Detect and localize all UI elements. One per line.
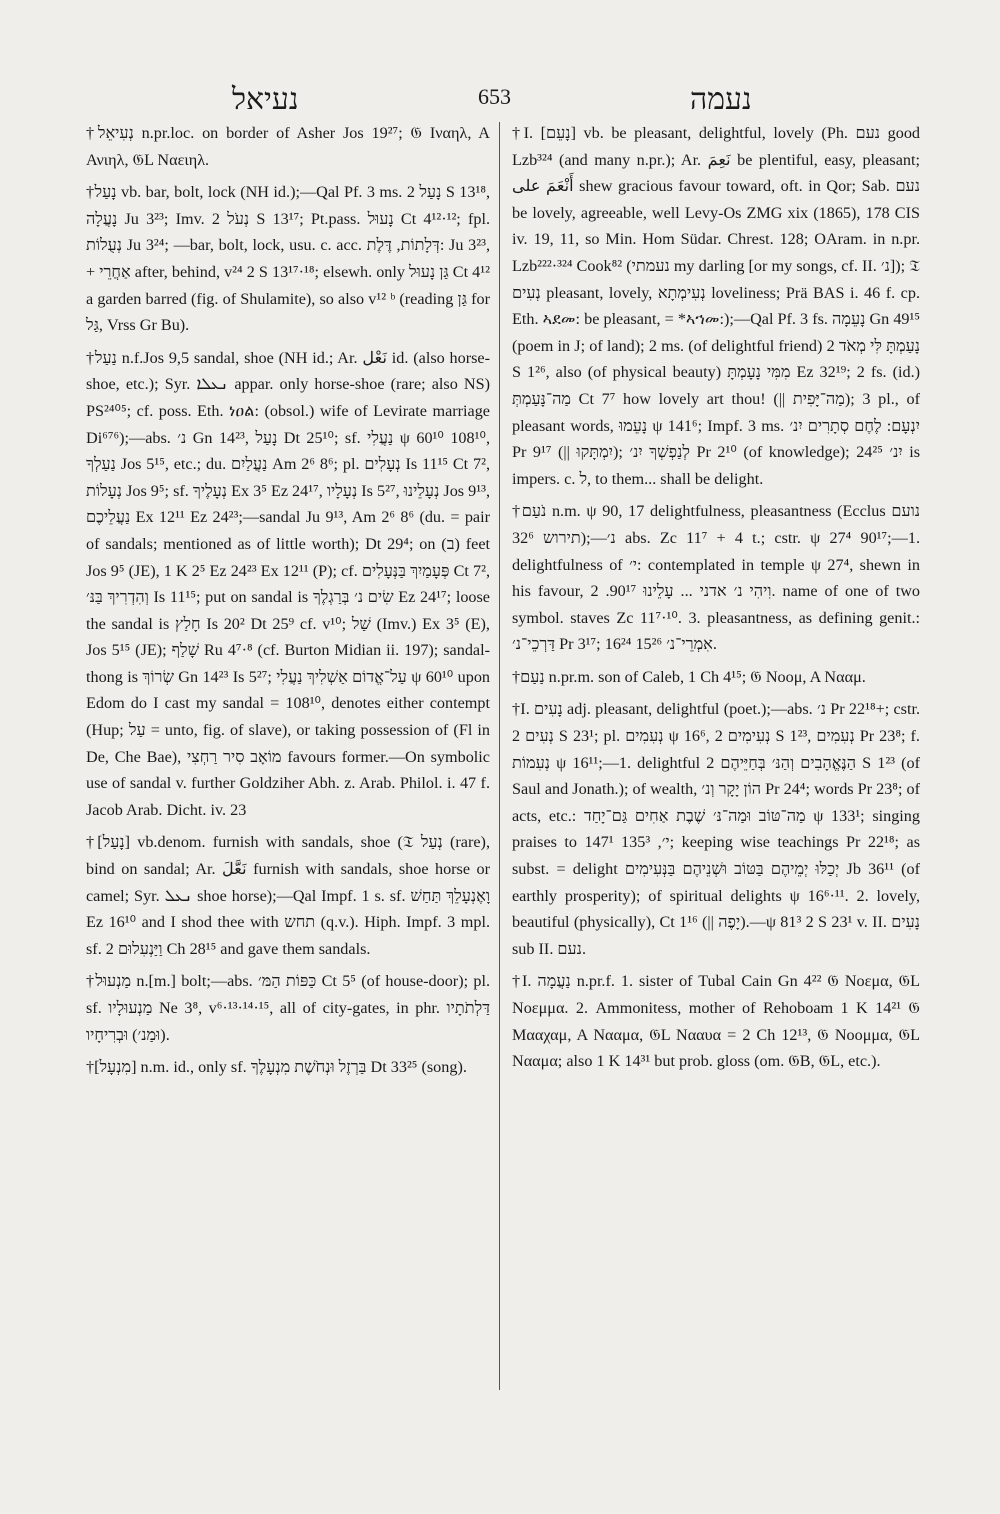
entry-manul: †מַנְעוּל n.[m.] bolt;—abs. כַּפּוֹת הַמּ׳ Ct 5⁵ (of house-door); pl. sf. מַנְעוּלָיו Ne 3⁸, v⁶·¹³·¹⁴·¹⁵, all of city-gates, in phr. דַּלְתֹתָיו (וּמַנ׳) וּבְרִיחָיו. <box>86 972 491 1044</box>
entry-naal-denom: †[נָעַל] vb.denom. furnish with sandals, shoe (𝔗 נְעַל (rare), bind on sandal; Ar. نَعَّلَ furnish with sandals, shoe horse or camel; Syr. ܢܥܠ shoe horse);—Qal Impf. 1 s. sf. וָאֶנְעָלֵךְ תַּחַשׁ Ez 16¹⁰ and I shod thee with תחש (q.v.). Hiph. Impf. 3 mpl. sf. וַיַּנְעִלוּם 2 Ch 28¹⁵ and gave them sandals. <box>86 833 491 958</box>
header-right-word: נעמה <box>690 82 752 117</box>
right-column <box>512 120 920 1081</box>
left-column <box>86 120 490 1087</box>
entry-minal: †[מִנְעָל] n.m. id., only sf. בַּרְזֶל וּנְחֹשֶׁת מִנְעָלֶךָ Dt 33²⁵ (song). <box>86 1058 467 1077</box>
entry-naal-sandal: †נַעַל n.f.Jos 9,5 sandal, shoe (NH id.; Ar. نَعْل id. (also horse-shoe, etc.); Syr. ܢܥܠܐ appar. only horse-shoe (rare; also NS) PS²⁴⁰⁵; cf. poss. Eth. ነዐል: (obsol.) wife of Levirate marriage Di⁶⁷⁶);—abs. נ׳ Gn 14²³, נָעַל Dt 25¹⁰; sf. נַעֲלִי ψ 60¹⁰ 108¹⁰, נַעַלְךָ Jos 5¹⁵, etc.; du. נַעֲלַיִם Am 2⁶ 8⁶; pl. נְעָלִים Is 11¹⁵ Ct 7², נְעָלוֹת Jos 9⁵; sf. נְעָלֶיךָ Ex 3⁵ Ez 24¹⁷, נְעָלָיו Is 5²⁷, נְעָלֵינוּ Jos 9¹³, נַעֲלֵיכֶם Ex 12¹¹ Ez 24²³;—sandal Ju 9¹³, Am 2⁶ 8⁶ (du. = pair of sandals; mentioned as of little worth); Dt 29⁴; on (ב) feet Jos 9⁵ (JE), 1 K 2⁵ Ez 24²³ Ex 12¹¹ (P); cf. פְּעָמַיִךְ בַּנְּעָלִים Ct 7², וְהִדְרִיךְ בַּנּ׳ Is 11¹⁵; put on sandal is שִׂים נ׳ בְּרַגְלֶךָ Ez 24¹⁷; loose the sandal is חָלַץ Is 20² Dt 25⁹ cf. v¹⁰; שַׁל (Imv.) Ex 3⁵ (E), Jos 5¹⁵ (JE); שָׁלַף Ru 4⁷·⁸ (cf. Burton Midian ii. 197); sandal-thong is שְׂרוֹךְ Gn 14²³ Is 5²⁷; עַל־אֱדוֹם אַשְׁלִיךְ נַעֲלִי ψ 60¹⁰ upon Edom do I cast my sandal = 108¹⁰, denotes either contempt (Hup; עַל = unto, fig. of slave), or taking possession of (Fl in De, Che Bae), מוֹאָב סִיר רַחְצִי favours former.—On symbolic use of sandal v. further Goldziher Abh. z. Arab. Philol. i. 47 f. Jacob Arab. Dicht. iv. 23 <box>86 348 491 819</box>
entry-naim-adj: †I. נָעִים adj. pleasant, delightful (poet.);—abs. נ׳ Pr 22¹⁸+; cstr. נְעִים 2 S 23¹; pl. נְעִמִים ψ 16⁶, נְעִימִים 2 S 1²³, נְעִמִים Pr 23⁸; f. נְעִמוֹת ψ 16¹¹;—1. delightful הַנֶּאֱהָבִים וְהַנּ׳ בְּחַיֵּיהֶם 2 S 1²³ (of Saul and Jonath.); of wealth, הוֹן יָקָר וְנ׳ Pr 24⁴; words Pr 23⁸; of acts, etc.: מַה־טּוֹב וּמַה־נּ׳ שֶׁבֶת אַחִים גַּם־יָחַד ψ 133¹; singing praises to י׳, 135³ 147¹; keeping wise teachings Pr 22¹⁸; as subst. = delight יְכַלּוּ יְמֵיהֶם בַּטּוֹב וּשְׁנֵיהֶם בַּנְּעִימִים Jb 36¹¹ (of earthly prosperity); of spiritual delights ψ 16⁶·¹¹. 2. lovely, beautiful (physically), Ct 1¹⁶ (|| יָפֶה).—ψ 81³ 2 S 23¹ v. II. נָעִים sub II. נעם. <box>512 700 921 958</box>
column-divider <box>499 122 500 1390</box>
entry-naam-pr: †נַעַם n.pr.m. son of Caleb, 1 Ch 4¹⁵; 𝔊 Νοομ, Α Νααμ. <box>512 667 866 686</box>
entry-noam: †נֹעַם n.m. ψ 90, 17 delightfulness, pleasantness (Ecclus נועם תירוש 32⁶);—נ׳ abs. Zc 11⁷ + 4 t.; cstr. ψ 27⁴ 90¹⁷;—1. delightfulness of י׳: contemplated in temple ψ 27⁴, shewn in his favour, וִיהִי נ׳ אדני ... עָלֵינוּ 90¹⁷. 2. name of one of two symbol. staves Zc 11⁷·¹⁰. 3. pleasantness, as defining genit.: דַּרְכֵי־נ׳ Pr 3¹⁷; אִמְרֵי־נ׳ 15²⁶ 16²⁴. <box>512 502 921 654</box>
header-left-word: נעיאל <box>232 82 299 117</box>
entry-naem-verb: †I. [נָעֵם] vb. be pleasant, delightful, lovely (Ph. נעם good Lzb³²⁴ (and many n.pr.); Ar. نَعِمَ be plentiful, easy, pleasant; أَنْعَمَ على shew gracious favour toward, oft. in Qor; Sab. נעם be lovely, agreeable, well Levy-Os ZMG xix (1865), 178 CIS iv. 19, 11, so Min. Hom Südar. Chrest. 128; OAram. in n.pr. Lzb²²²·³²⁴ Cook⁸² (נעמתי my darling [or my songs, cf. II. נ׳]); 𝔗 נְעִים pleasant, lovely, נְעִימְתָא loveliness; Prä BAS i. 46 f. cp. Eth. ኣደመ: be pleasant, = *ኣኀመ:);—Qal Pf. 3 fs. נָעֵמָה Gn 49¹⁵ (poem in J; of land); 2 ms. (of delightful friend) נָעַמְתָּ לִּי מְאֹד 2 S 1²⁶, also (of physical beauty) מִמִּי נָעָמְתָּ Ez 32¹⁹; 2 fs. (id.) מַה־נָּעַמְתְּ Ct 7⁷ how lovely art thou! (|| מַה־יָּפִית); 3 pl., of pleasant words, נָעֵמוּ ψ 141⁶; Impf. 3 ms. יִנְעָם: לֶחֶם סְתָרִים יִנ׳ Pr 9¹⁷ (|| יִמְתָּקוּ); לְנַפְשְׁךָ יִנ׳ Pr 2¹⁰ (of knowledge); יִנ׳ 24²⁵ is impers. c. ל, to them... shall be delight. <box>512 124 921 488</box>
entry-naal-verb: †נָעַל vb. bar, bolt, lock (NH id.);—Qal Pf. 3 ms. נָעַל 2 S 13¹⁸, נָעֲלָה Ju 3²³; Imv. נְעֹל 2 S 13¹⁷; Pt.pass. נָעוּל Ct 4¹²·¹²; fpl. נְעֻלוֹת Ju 3²⁴; —bar, bolt, lock, usu. c. acc. דְּלָתוֹת, דֶּלֶת: Ju 3²³, + אַחֲרֵי after, behind, v²⁴ 2 S 13¹⁷·¹⁸; elsewh. only גַּן נָעוּל Ct 4¹² a garden barred (fig. of Shulamite), so also v¹² ᵇ (reading גַּן for גַּל, Vrss Gr Bu). <box>86 183 491 335</box>
page-number: 653 <box>478 84 511 109</box>
entry-naiel: †נְעִיאֵל n.pr.loc. on border of Asher Jos 19²⁷; 𝔊 Ιναηλ, Α Ανιηλ, 𝔊L Ναειηλ. <box>86 124 490 169</box>
entry-naamah: †I. נַעֲמָה n.pr.f. 1. sister of Tubal Cain Gn 4²² 𝔊 Νοεμα, 𝔊L Νοεμμα. 2. Ammonitess, mother of Rehoboam 1 K 14²¹ 𝔊 Μααχαμ, Α Νααμα, 𝔊L Νααυα = 2 Ch 12¹³, 𝔊 Νοομμα, 𝔊L Νααμα; also 1 K 14³¹ but prob. gloss (om. 𝔊B, 𝔊L, etc.). <box>512 972 921 1071</box>
